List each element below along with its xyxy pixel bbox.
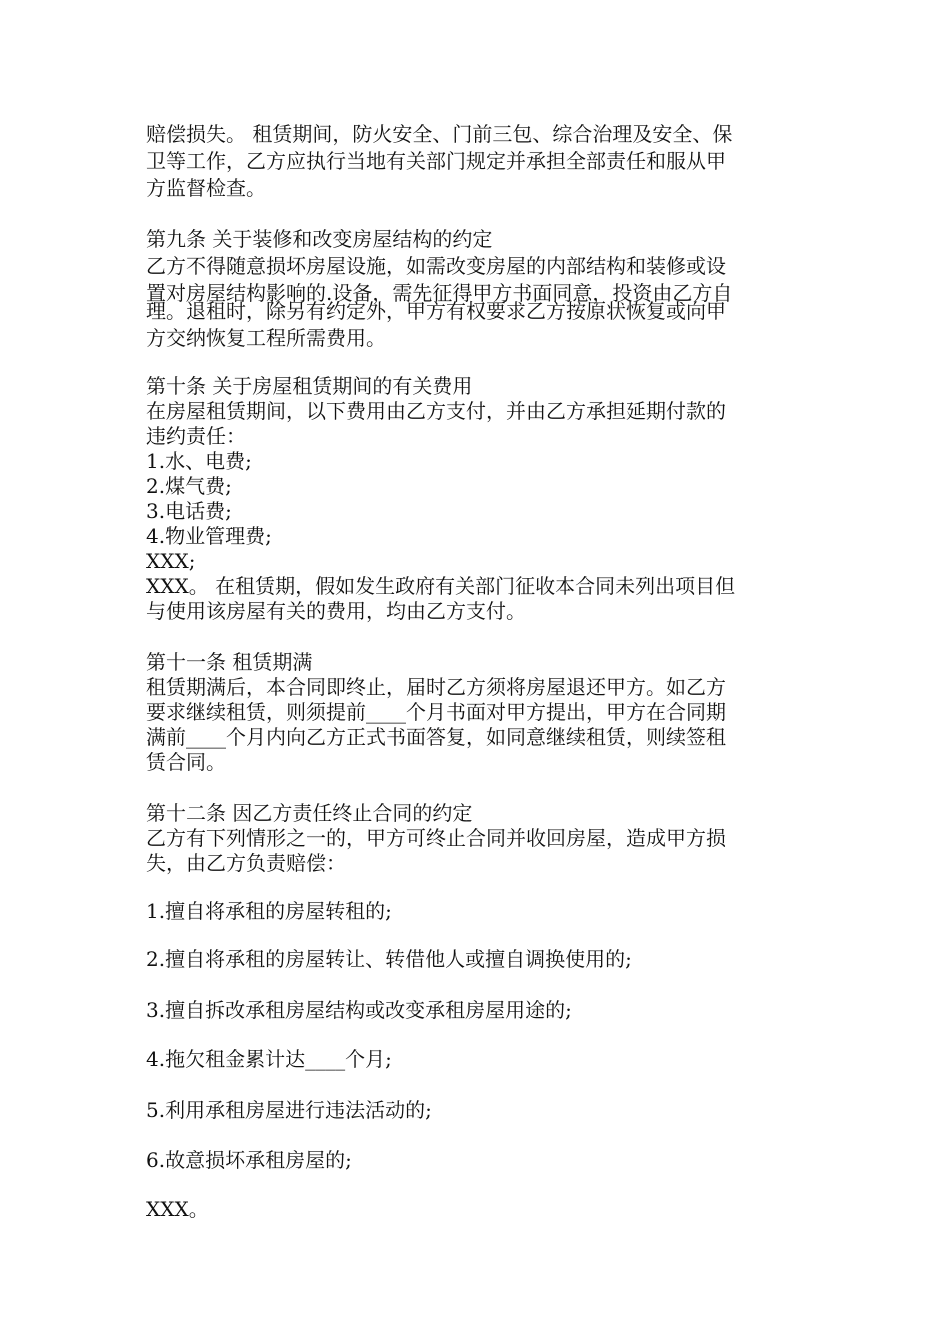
text-line: 赁合同。: [146, 750, 226, 774]
text-line: 赔偿损失。 租赁期间，防火安全、门前三包、综合治理及安全、保: [146, 122, 733, 146]
text-line: 与使用该房屋有关的费用，均由乙方支付。: [146, 599, 526, 623]
list-item: 5.利用承租房屋进行违法活动的;: [146, 1098, 432, 1122]
text-line: 置对房屋结构影响的.设备，需先征得甲方书面同意，投资由乙方自: [146, 281, 733, 305]
list-item: 1.水、电费;: [146, 449, 252, 473]
list-item: 2.擅自将承租的房屋转让、转借他人或擅自调换使用的;: [146, 947, 632, 971]
text-line: 卫等工作，乙方应执行当地有关部门规定并承担全部责任和服从甲: [146, 149, 726, 173]
list-item: XXX。: [146, 1197, 209, 1221]
text-line: 方监督检查。: [146, 176, 266, 200]
text-line: 满前____个月内向乙方正式书面答复，如同意继续租赁，则续签租: [146, 725, 726, 749]
text-line: 方交纳恢复工程所需费用。: [146, 326, 386, 350]
section-heading: 第九条 关于装修和改变房屋结构的约定: [146, 227, 493, 251]
list-item: 3.电话费;: [146, 499, 232, 523]
text-line: 乙方有下列情形之一的，甲方可终止合同并收回房屋，造成甲方损: [146, 826, 726, 850]
list-item: 6.故意损坏承租房屋的;: [146, 1148, 352, 1172]
section-heading: 第十条 关于房屋租赁期间的有关费用: [146, 374, 473, 398]
text-line: 租赁期满后，本合同即终止，届时乙方须将房屋退还甲方。如乙方: [146, 675, 726, 699]
text-line: XXX。 在租赁期，假如发生政府有关部门征收本合同未列出项目但: [146, 574, 736, 598]
list-item: XXX;: [146, 549, 196, 573]
section-heading: 第十一条 租赁期满: [146, 650, 313, 674]
list-item: 4.物业管理费;: [146, 524, 272, 548]
section-heading: 第十二条 因乙方责任终止合同的约定: [146, 801, 473, 825]
text-line: 违约责任：: [146, 424, 246, 448]
list-item: 1.擅自将承租的房屋转租的;: [146, 899, 392, 923]
text-line: 乙方不得随意损坏房屋设施，如需改变房屋的内部结构和装修或设: [146, 254, 726, 278]
text-line: 在房屋租赁期间，以下费用由乙方支付，并由乙方承担延期付款的: [146, 399, 726, 423]
list-item: 2.煤气费;: [146, 474, 232, 498]
text-line: 理。退租时，除另有约定外，甲方有权要求乙方按原状恢复或向甲: [146, 299, 726, 323]
list-item: 3.擅自拆改承租房屋结构或改变承租房屋用途的;: [146, 998, 572, 1022]
list-item: 4.拖欠租金累计达____个月;: [146, 1047, 392, 1071]
text-line: 失，由乙方负责赔偿：: [146, 851, 346, 875]
text-line: 要求继续租赁，则须提前____个月书面对甲方提出，甲方在合同期: [146, 700, 726, 724]
